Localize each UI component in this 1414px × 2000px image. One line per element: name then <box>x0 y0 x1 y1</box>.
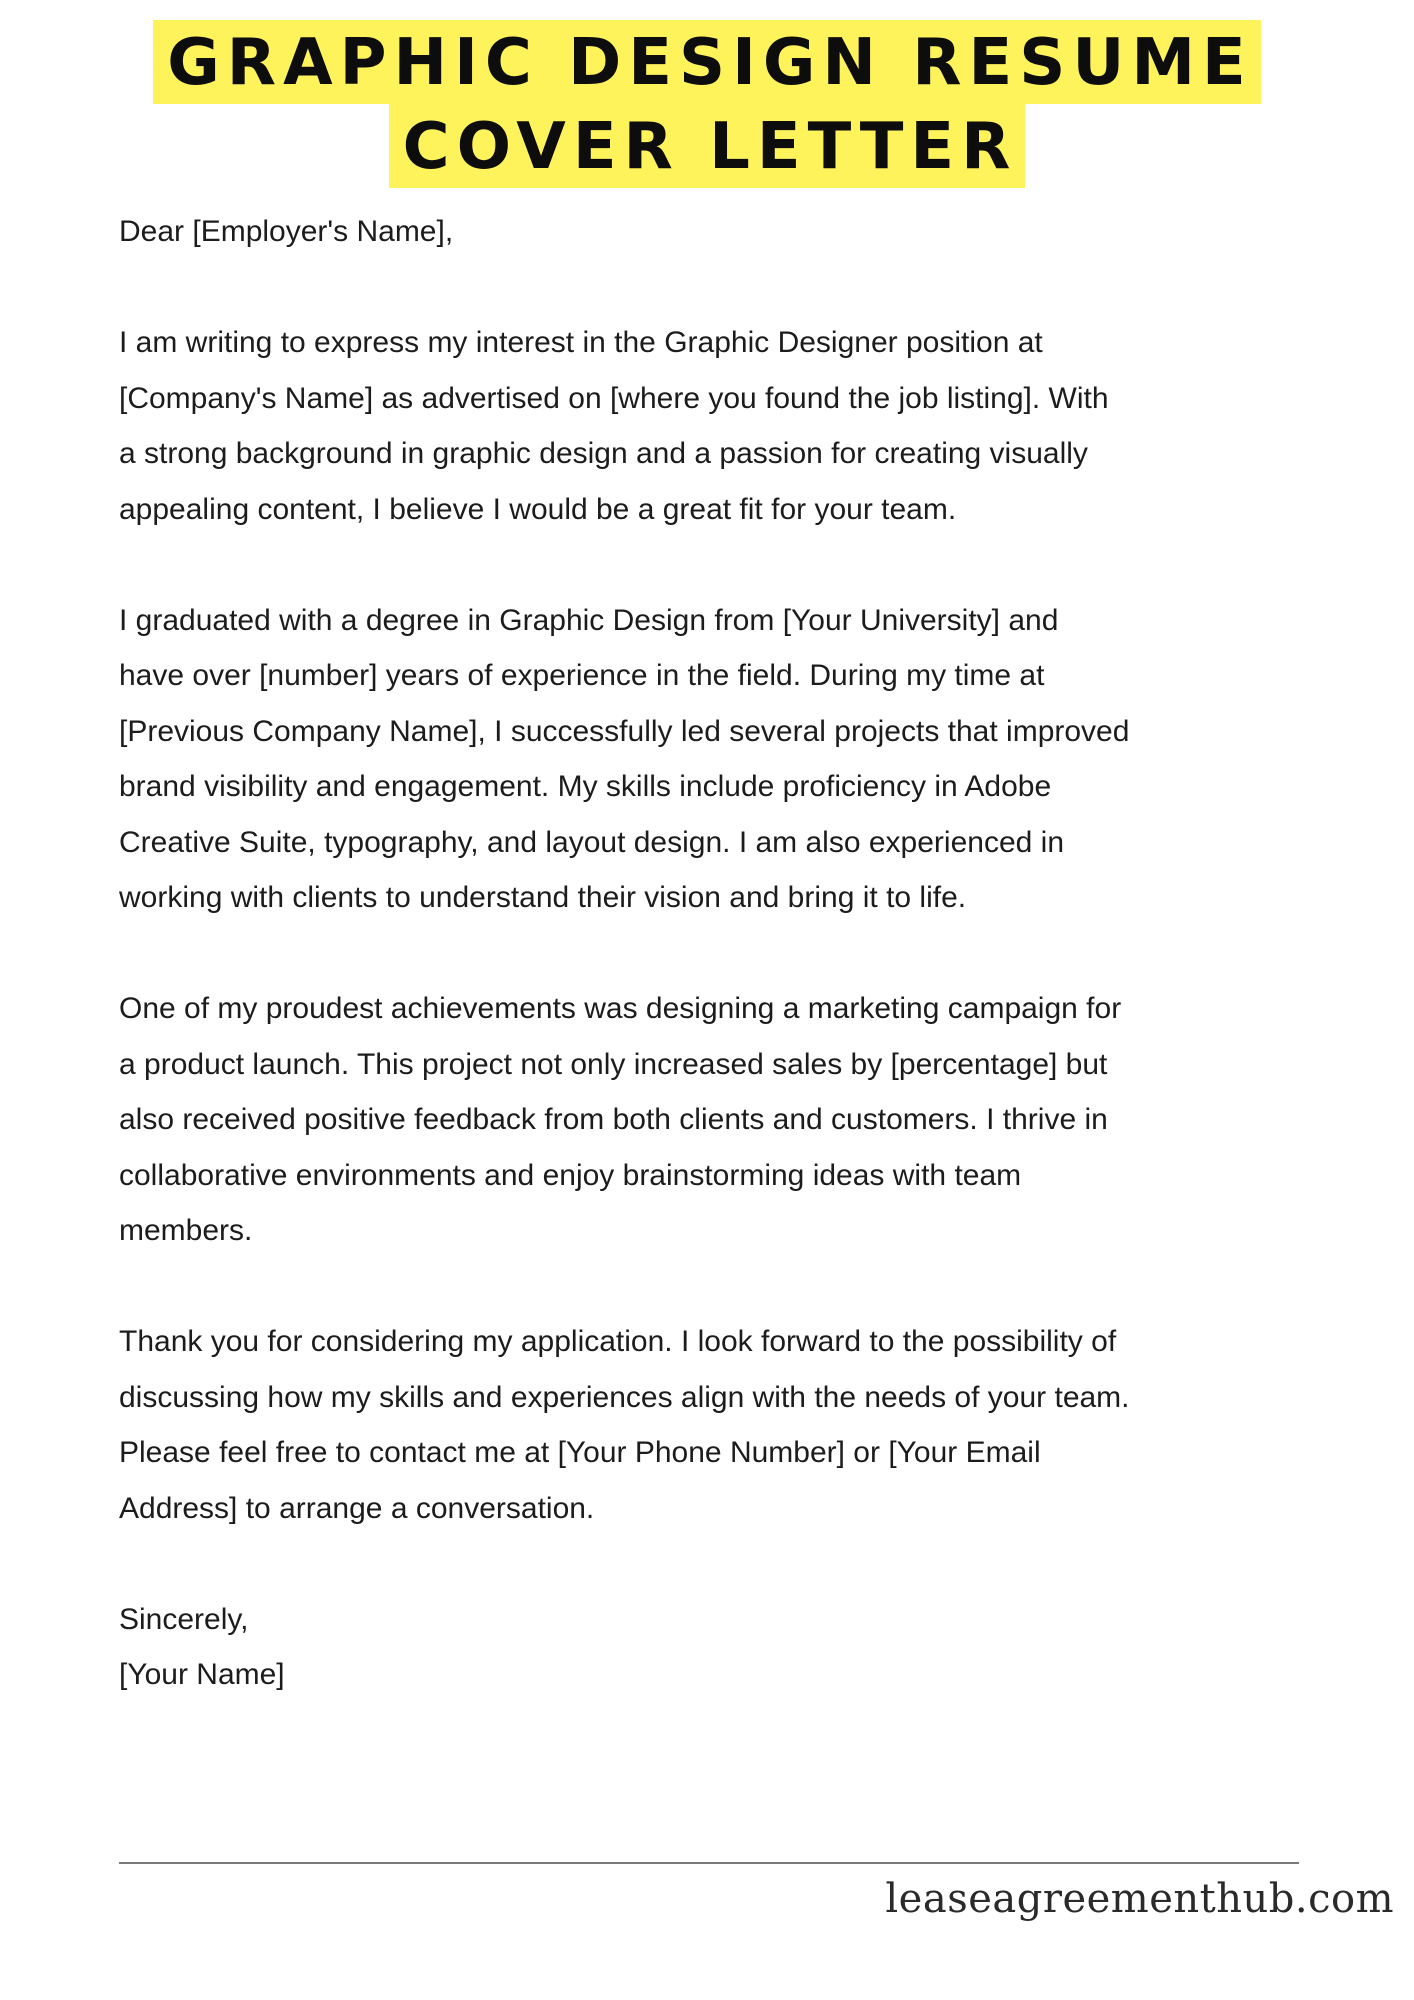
closing-text: Sincerely, <box>119 1602 249 1636</box>
paragraph-line: brand visibility and engagement. My skills include proficiency in Adobe <box>119 770 1052 803</box>
paragraph-line: appealing content, I believe I would be a great fit for your team. <box>119 492 957 526</box>
paragraph-line: members. <box>119 1214 253 1247</box>
paragraph-line: a strong background in graphic design and a passion for creating visually <box>119 437 1088 470</box>
sign-off <box>119 1592 1319 1703</box>
paragraph-line: One of my proudest achievements was designing a marketing campaign for <box>119 992 1122 1025</box>
paragraph-line: [Company's Name] as advertised on [where you found the job listing]. With <box>119 381 1109 415</box>
title-line-2: COVER LETTER <box>389 104 1026 188</box>
paragraph-line: I am writing to express my interest in the Graphic Designer position at <box>119 326 1043 359</box>
signature-name: [Your Name] <box>119 1658 285 1691</box>
paragraph-line: discussing how my skills and experiences align with the needs of your team. <box>119 1380 1130 1414</box>
paragraph-line: [Previous Company Name], I successfully led several projects that improved <box>119 714 1130 748</box>
paragraph-intro <box>119 315 1319 537</box>
paragraph-line: I graduated with a degree in Graphic Design from [Your University] and <box>119 603 1059 637</box>
paragraph-line: collaborative environments and enjoy brainstorming ideas with team <box>119 1158 1022 1192</box>
title-line-1: GRAPHIC DESIGN RESUME <box>153 20 1260 104</box>
paragraph-line: have over [number] years of experience in the field. During my time at <box>119 659 1045 692</box>
paragraph-line: Please feel free to contact me at [Your Phone Number] or [Your Email <box>119 1436 1041 1469</box>
paragraph-achievements <box>119 981 1319 1259</box>
paragraph-line: working with clients to understand their vision and bring it to life. <box>119 881 967 914</box>
salutation <box>119 204 1319 260</box>
letter-body <box>119 204 1319 1703</box>
paragraph-line: Address] to arrange a conversation. <box>119 1491 595 1525</box>
footer-divider <box>119 1862 1299 1864</box>
paragraph-line: Creative Suite, typography, and layout design. I am also experienced in <box>119 825 1064 859</box>
paragraph-line: a product launch. This project not only increased sales by [percentage] but <box>119 1047 1108 1081</box>
paragraph-line: Thank you for considering my application. I look forward to the possibility of <box>119 1325 1117 1358</box>
paragraph-closing <box>119 1314 1319 1536</box>
salutation-text: Dear [Employer's Name], <box>119 215 454 248</box>
document-title <box>0 20 1414 188</box>
paragraph-line: also received positive feedback from both clients and customers. I thrive in <box>119 1103 1108 1136</box>
footer-brand-text: leaseagreementhub.com <box>885 1876 1394 1922</box>
paragraph-experience <box>119 593 1319 926</box>
